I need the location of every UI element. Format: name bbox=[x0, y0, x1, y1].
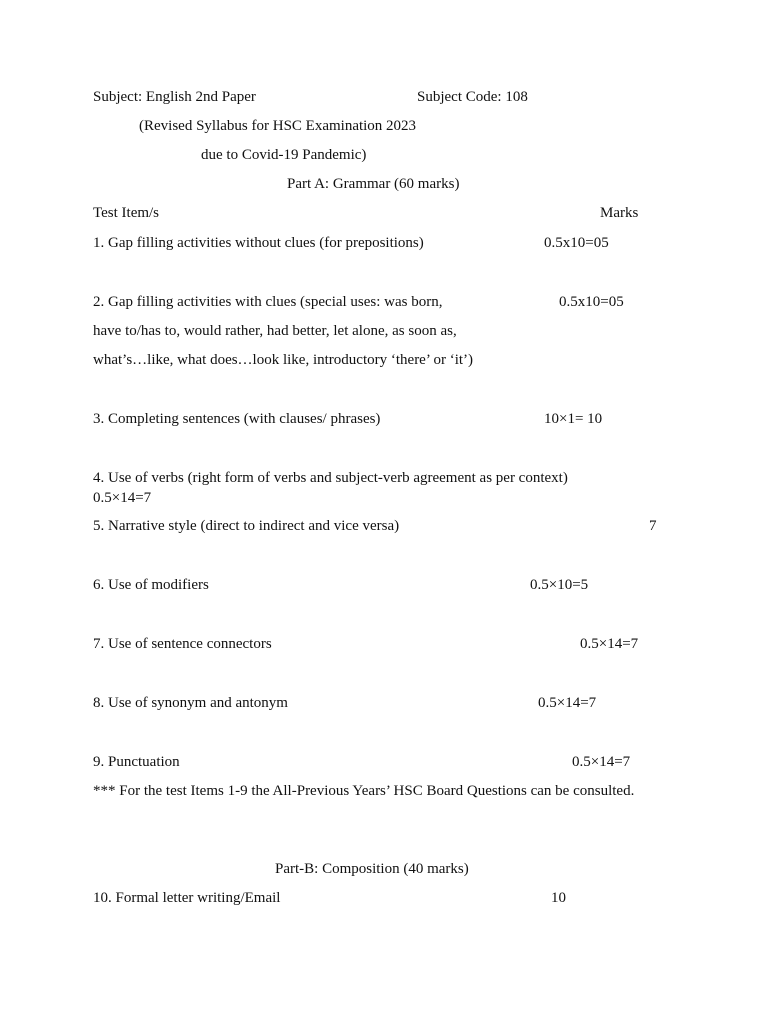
col-header-test-items: Test Item/s bbox=[93, 205, 160, 221]
item-7-text: 7. Use of sentence connectors bbox=[93, 636, 272, 652]
item-10-text: 10. Formal letter writing/Email bbox=[93, 890, 281, 906]
item-2-text-line1: 2. Gap filling activities with clues (special uses: was born, bbox=[93, 294, 443, 310]
consultation-note: *** For the test Items 1-9 the All-Previous Years’ HSC Board Questions can be consulted. bbox=[93, 783, 635, 799]
part-b-title: Part-B: Composition (40 marks) bbox=[275, 861, 469, 877]
item-5-text: 5. Narrative style (direct to indirect and vice versa) bbox=[93, 518, 400, 534]
item-3-marks: 10×1= 10 bbox=[544, 411, 603, 427]
item-8-text: 8. Use of synonym and antonym bbox=[93, 695, 288, 711]
item-6-text: 6. Use of modifiers bbox=[93, 577, 209, 593]
item-1-marks: 0.5x10=05 bbox=[544, 235, 609, 251]
item-8-marks: 0.5×14=7 bbox=[538, 695, 597, 711]
item-6-marks: 0.5×10=5 bbox=[530, 577, 589, 593]
item-7-marks: 0.5×14=7 bbox=[580, 636, 639, 652]
item-4-text: 4. Use of verbs (right form of verbs and subject-verb agreement as per context) bbox=[93, 470, 568, 486]
item-2-text-line2: have to/has to, would rather, had better, let alone, as soon as, bbox=[93, 323, 457, 339]
item-2-marks: 0.5x10=05 bbox=[559, 294, 624, 310]
item-9-text: 9. Punctuation bbox=[93, 754, 180, 770]
revised-syllabus-line1: (Revised Syllabus for HSC Examination 2023 bbox=[139, 118, 417, 134]
item-4-marks: 0.5×14=7 bbox=[93, 490, 152, 506]
item-1-text: 1. Gap filling activities without clues (for prepositions) bbox=[93, 235, 424, 251]
subject-label: Subject: English 2nd Paper bbox=[93, 89, 256, 105]
item-10-marks: 10 bbox=[551, 890, 566, 906]
part-a-title: Part A: Grammar (60 marks) bbox=[287, 176, 460, 192]
revised-syllabus-line2: due to Covid-19 Pandemic) bbox=[201, 147, 367, 163]
item-2-text-line3: what’s…like, what does…look like, introductory ‘there’ or ‘it’) bbox=[93, 352, 474, 368]
col-header-marks: Marks bbox=[600, 205, 639, 221]
item-9-marks: 0.5×14=7 bbox=[572, 754, 631, 770]
item-5-marks: 7 bbox=[649, 518, 657, 534]
item-3-text: 3. Completing sentences (with clauses/ phrases) bbox=[93, 411, 381, 427]
subject-code: Subject Code: 108 bbox=[417, 89, 528, 105]
